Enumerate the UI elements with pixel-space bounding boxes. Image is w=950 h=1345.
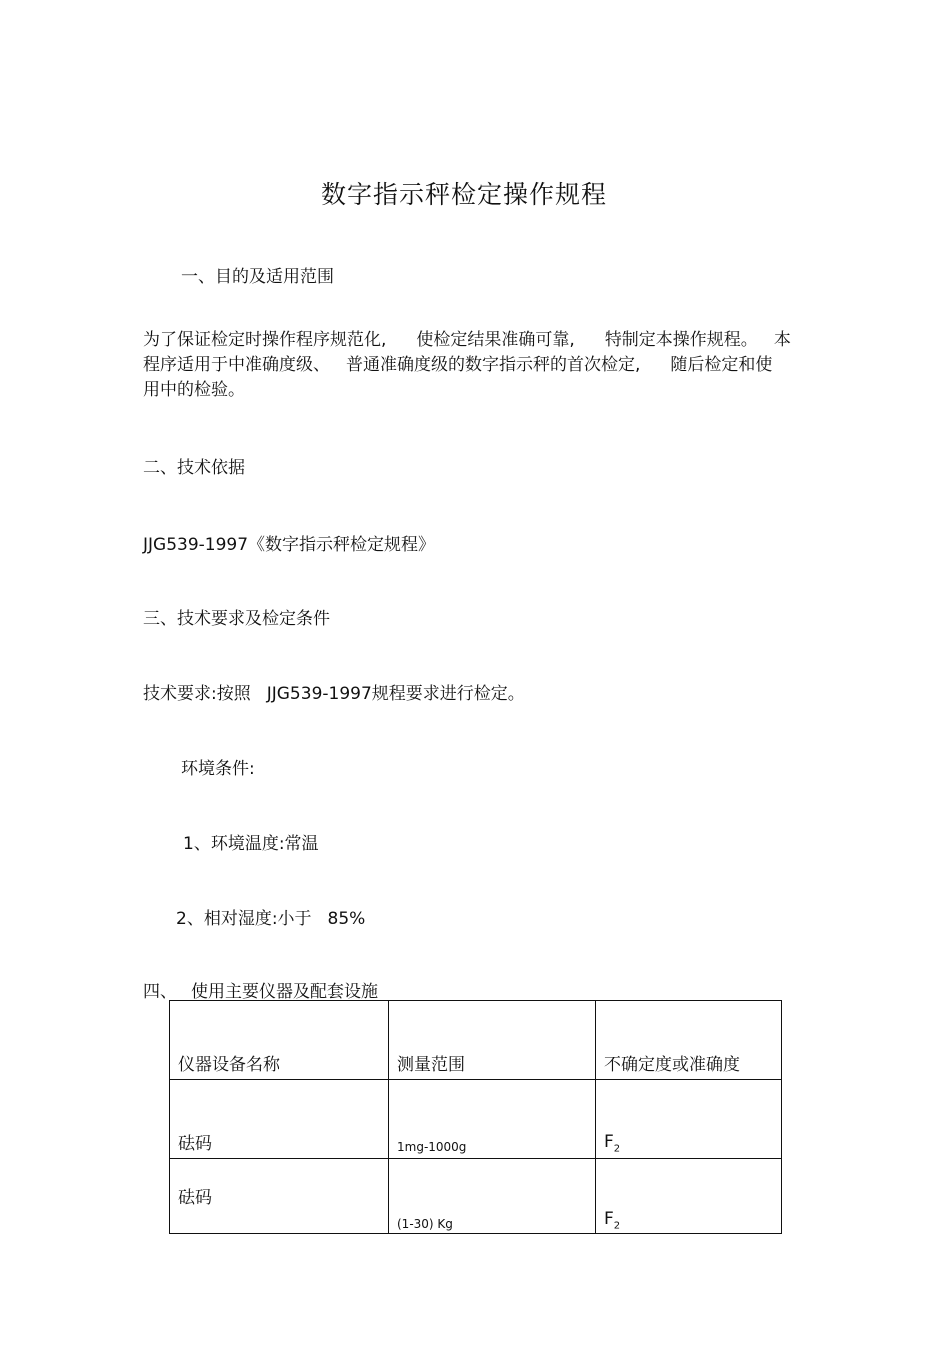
text-span: 规程要求进行检定。	[371, 684, 525, 704]
paragraph-line-2	[143, 353, 813, 378]
text-span: 随后检定和使	[670, 355, 773, 375]
text-span: 特制定本操作规程。	[604, 330, 758, 350]
text-span: 使用主要仪器及配套设施	[191, 982, 378, 1002]
table-cell-range: 1mg-1000g	[389, 1080, 596, 1159]
reference-standard: JJG539-1997《数字指示秤检定规程》	[143, 535, 436, 555]
paragraph-line-1	[143, 328, 813, 353]
section-3-heading: 三、技术要求及检定条件	[143, 609, 330, 629]
text-span: 四、	[143, 982, 177, 1002]
table-cell-accuracy	[596, 1159, 782, 1234]
table-row	[170, 1080, 782, 1159]
text-span: JJG539-1997	[266, 684, 372, 704]
table-cell-accuracy	[596, 1080, 782, 1159]
table-cell-name: 砝码	[170, 1159, 389, 1234]
column-header: 仪器设备名称	[170, 1001, 389, 1080]
column-header: 不确定度或准确度	[596, 1001, 782, 1080]
environment-temperature: 1、环境温度:常温	[183, 834, 319, 854]
text-span: 普通准确度级的数字指示秤的首次检定,	[346, 355, 641, 375]
section-2-heading: 二、技术依据	[143, 458, 245, 478]
subscript: 2	[613, 1220, 621, 1231]
section-1-heading: 一、目的及适用范围	[181, 267, 334, 287]
table-header-row	[170, 1001, 782, 1080]
document-title: 数字指示秤检定操作规程	[320, 180, 607, 209]
table-cell-range: (1-30) Kg	[389, 1159, 596, 1234]
equipment-table	[169, 1000, 782, 1234]
table-row	[170, 1159, 782, 1234]
text-span: 本	[773, 330, 791, 350]
section-1-paragraph	[143, 328, 813, 403]
technical-requirement	[143, 679, 525, 704]
table-cell-name: 砝码	[170, 1080, 389, 1159]
text-span: 2、相对湿度:小于	[176, 909, 312, 929]
section-4-heading	[143, 977, 378, 1002]
text-span: 为了保证检定时操作程序规范化,	[143, 330, 387, 350]
column-header: 测量范围	[389, 1001, 596, 1080]
paragraph-line-3: 用中的检验。	[143, 380, 245, 400]
text-span: 技术要求:按照	[143, 684, 251, 704]
text-span: 85%	[327, 909, 366, 929]
text-span: F	[604, 1131, 614, 1152]
text-span: 程序适用于中准确度级、	[143, 355, 330, 375]
environment-humidity	[176, 904, 365, 929]
environment-label: 环境条件:	[181, 759, 255, 779]
text-span: 使检定结果准确可靠,	[416, 330, 575, 350]
subscript: 2	[613, 1143, 621, 1154]
text-span: F	[604, 1208, 614, 1229]
